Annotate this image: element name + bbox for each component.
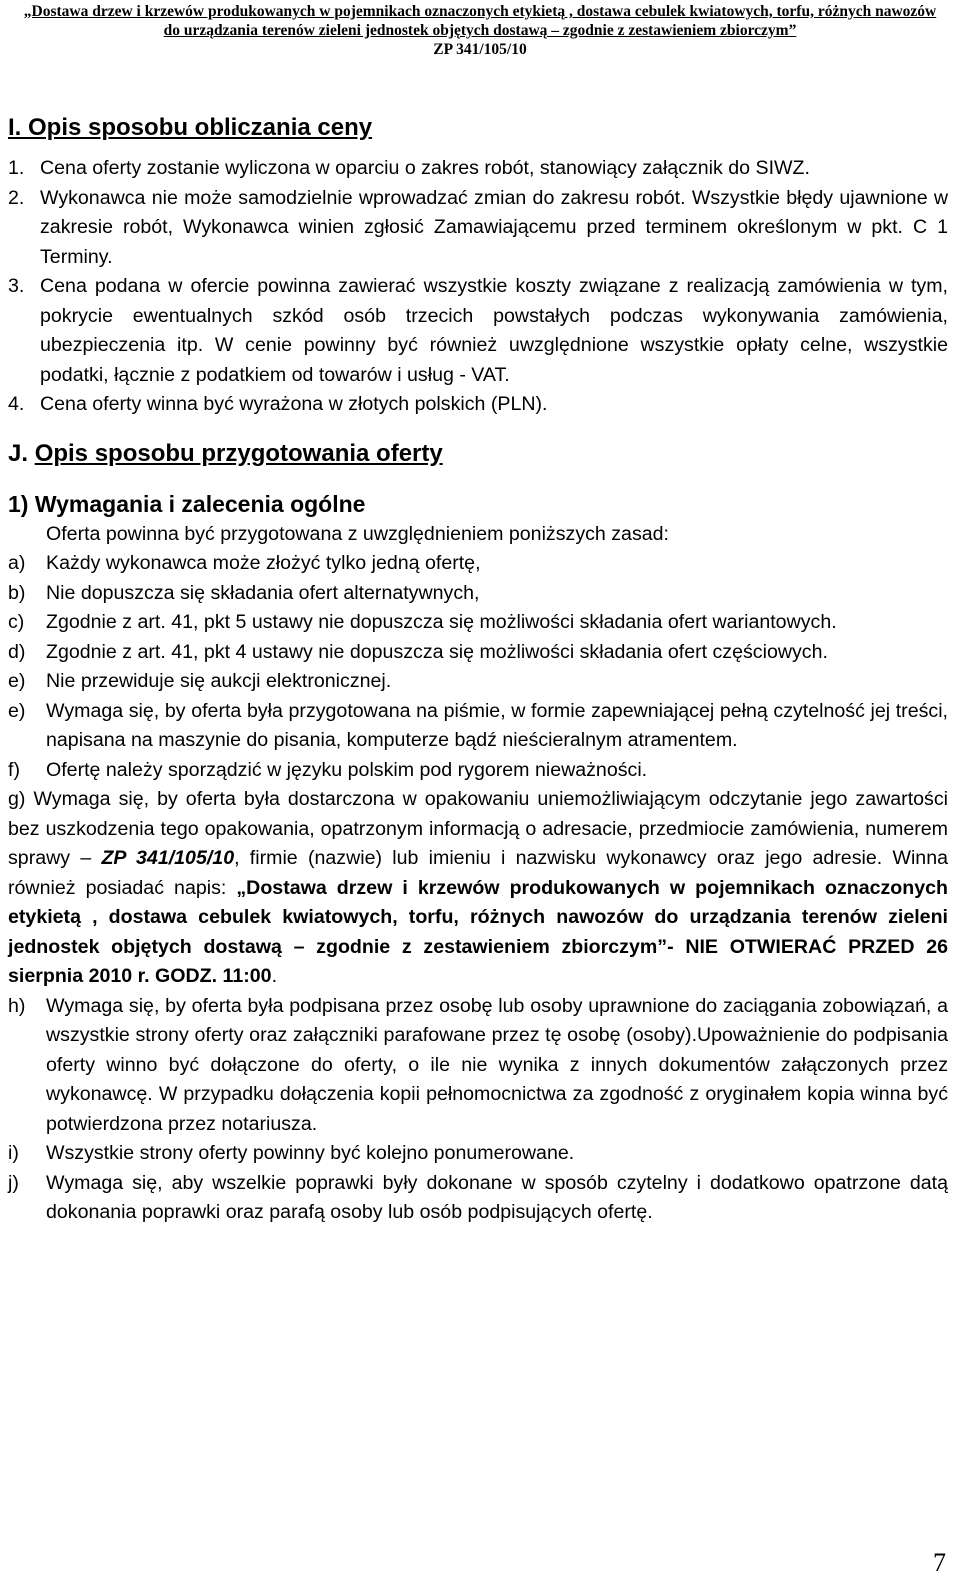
running-header: [0, 2, 960, 59]
header-line-2: do urządzania terenów zieleni jednostek objętych dostawą – zgodnie z zestawieniem zbiorczym”: [163, 22, 797, 39]
list-item: h) Wymaga się, by oferta była podpisana przez osobę lub osoby uprawnione do zaciągania zobowiązań, a wszystkie strony oferty oraz załączniki parafowane przez tę osobę (osoby).Upoważnienie do podpisania oferty winno być dołączone do oferty, o ile nie wynika z innych dokumentów załączonych przez wykonawcę. W przypadku dołączenia kopii pełnomocnictwa za zgodność z oryginałem kopia winna być potwierdzona przez notariusza.: [8, 994, 948, 1135]
section-i-title: I. Opis sposobu obliczania ceny: [8, 114, 373, 141]
document-body: [8, 112, 948, 1228]
list-item: a) Każdy wykonawca może złożyć tylko jedną ofertę,: [8, 552, 481, 574]
list-item: 4. Cena oferty winna być wyrażona w złotych polskich (PLN).: [8, 393, 548, 415]
list-item: f) Ofertę należy sporządzić w języku polskim pod rygorem nieważności.: [8, 758, 648, 781]
list-item: 2. Wykonawca nie może samodzielnie wprowadzać zmian do zakresu robót. Wszystkie błędy ujawnione w zakresie robót, Wykonawca winien zgłosić Zamawiającemu przed terminem określonym w pkt. C 1 Terminy.: [8, 186, 948, 268]
list-item: i) Wszystkie strony oferty powinny być kolejno ponumerowane.: [8, 1142, 575, 1164]
list-item: c) Zgodnie z art. 41, pkt 5 ustawy nie dopuszcza się możliwości składania ofert wariantowych.: [8, 611, 837, 633]
section-j-subtitle: 1) Wymagania i zalecenia ogólne: [8, 490, 366, 517]
list-item: 1. Cena oferty zostanie wyliczona w oparciu o zakres robót, stanowiący załącznik do SIWZ.: [8, 157, 810, 179]
list-item-g: g) Wymaga się, by oferta była dostarczona w opakowaniu uniemożliwiającym odczytanie jego zawartości bez uszkodzenia tego opakowania, opatrzonym informacją o adresacie, przedmiocie zamówienia, numerem sprawy – ZP 341/105/10, firmie (nazwie) lub imieniu i nazwisku wykonawcy oraz jego adresie. Winna również posiadać napis: „Dostawa drzew i krzewów produkowanych w pojemnikach oznaczonych etykietą , dostawa cebulek kwiatowych, torfu, różnych nawozów do urządzania terenów zieleni jednostek objętych dostawą – zgodnie z zestawieniem zbiorczym”- NIE OTWIERAĆ PRZED 26 sierpnia 2010 r. GODZ. 11:00.: [8, 788, 948, 987]
page-number: 7: [933, 1548, 946, 1577]
list-item: b) Nie dopuszcza się składania ofert alternatywnych,: [8, 581, 480, 604]
list-item: 3. Cena podana w ofercie powinna zawierać wszystkie koszty związane z realizacją zamówienia w tym, pokrycie ewentualnych szkód osób trzecich powstałych podczas wykonywania zamówienia, ubezpieczenia itp. W cenie powinny być również uwzględnione wszystkie opłaty celne, wszystkie podatki, łącznie z podatkiem od towarów i usług - VAT.: [8, 275, 948, 386]
list-item: d) Zgodnie z art. 41, pkt 4 ustawy nie dopuszcza się możliwości składania ofert częściowych.: [8, 640, 828, 663]
header-line-1: „Dostawa drzew i krzewów produkowanych w pojemnikach oznaczonych etykietą , dostawa cebulek kwiatowych, torfu, różnych nawozów: [23, 3, 937, 20]
list-item: e) Nie przewiduje się aukcji elektronicznej.: [8, 670, 392, 692]
section-j-intro: Oferta powinna być przygotowana z uwzględnieniem poniższych zasad:: [46, 522, 669, 545]
list-item: j) Wymaga się, aby wszelkie poprawki były dokonane w sposób czytelny i dodatkowo opatrzone datą dokonania poprawki oraz parafą osoby lub osób podpisujących ofertę.: [8, 1171, 948, 1223]
section-j-title: J. Opis sposobu przygotowania oferty: [8, 439, 443, 467]
header-line-3: ZP 341/105/10: [433, 41, 527, 58]
list-item: e) Wymaga się, by oferta była przygotowana na piśmie, w formie zapewniającej pełną czytelność jej treści, napisana na maszynie do pisania, komputerze bądź nieścieralnym atramentem.: [8, 699, 948, 751]
